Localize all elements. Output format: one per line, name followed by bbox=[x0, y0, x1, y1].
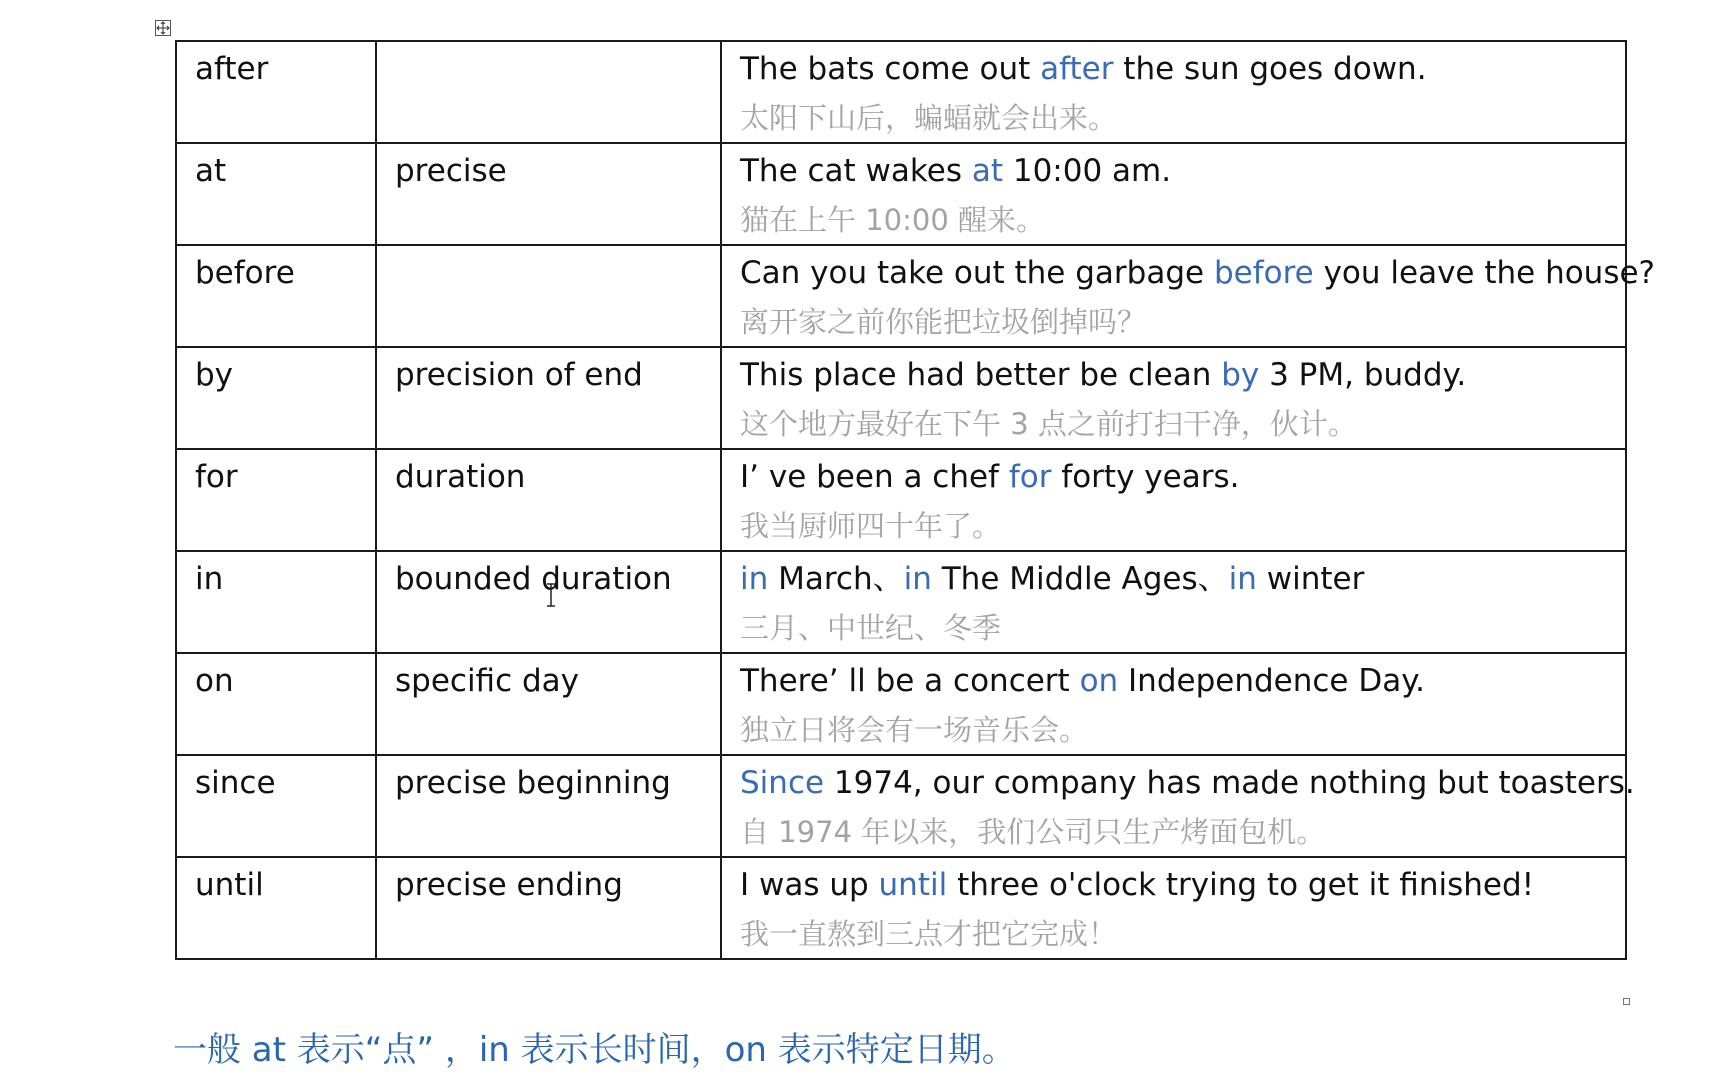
keyword-highlight: until bbox=[878, 867, 948, 903]
keyword-highlight: before bbox=[1213, 255, 1314, 291]
meaning-cell[interactable] bbox=[376, 347, 721, 449]
preposition-cell[interactable] bbox=[176, 245, 376, 347]
keyword-highlight: Since bbox=[740, 765, 825, 801]
example-cell[interactable] bbox=[721, 551, 1626, 653]
chinese-translation: 猫在上午 10:00 醒来。 bbox=[740, 203, 1046, 237]
example-sentence bbox=[722, 144, 1625, 188]
example-cell[interactable] bbox=[721, 755, 1635, 857]
sentence-segment: 10:00 am. bbox=[1003, 153, 1172, 189]
preposition-word: in bbox=[195, 561, 224, 597]
meaning-cell[interactable] bbox=[376, 449, 721, 551]
sentence-segment: Can you take out the garbage bbox=[740, 255, 1214, 291]
sentence-segment: three o'clock trying to get it finished! bbox=[947, 867, 1535, 903]
meaning-cell[interactable] bbox=[376, 857, 721, 959]
keyword-highlight: by bbox=[1221, 357, 1260, 393]
text-cursor-icon bbox=[545, 582, 557, 608]
sentence-segment: I’ ve been a chef bbox=[740, 459, 1009, 495]
example-sentence bbox=[722, 42, 1625, 86]
example-cell[interactable] bbox=[721, 41, 1626, 143]
preposition-word: for bbox=[195, 459, 238, 495]
sentence-segment: The Middle Ages、 bbox=[931, 561, 1229, 597]
preposition-cell[interactable] bbox=[176, 653, 376, 755]
example-sentence bbox=[722, 246, 1656, 291]
keyword-highlight: after bbox=[1040, 51, 1114, 87]
preposition-cell[interactable] bbox=[176, 857, 376, 959]
sentence-segment: The bats come out bbox=[740, 51, 1041, 87]
preposition-cell[interactable] bbox=[176, 41, 376, 143]
meaning-cell[interactable] bbox=[376, 41, 721, 143]
example-cell[interactable] bbox=[721, 449, 1626, 551]
keyword-highlight: in bbox=[740, 561, 769, 597]
preposition-meaning: duration bbox=[395, 459, 526, 495]
example-sentence bbox=[722, 450, 1625, 494]
preposition-word: since bbox=[195, 765, 276, 801]
chinese-translation: 我一直熬到三点才把它完成！ bbox=[740, 917, 1118, 951]
sentence-segment: There’ ll be a concert bbox=[740, 663, 1080, 699]
table-row bbox=[176, 41, 1626, 143]
sentence-segment: This place had better be clean bbox=[740, 357, 1222, 393]
chinese-translation: 独立日将会有一场音乐会。 bbox=[740, 713, 1089, 747]
keyword-highlight: for bbox=[1008, 459, 1052, 495]
sentence-segment: winter bbox=[1256, 561, 1365, 597]
example-sentence bbox=[722, 348, 1625, 392]
preposition-cell[interactable] bbox=[176, 347, 376, 449]
preposition-cell[interactable] bbox=[176, 551, 376, 653]
example-sentence bbox=[722, 858, 1625, 902]
meaning-cell[interactable] bbox=[376, 755, 721, 857]
preposition-word: on bbox=[195, 663, 234, 699]
preposition-word: until bbox=[195, 867, 264, 903]
example-cell[interactable] bbox=[721, 245, 1656, 347]
preposition-meaning: precise bbox=[395, 153, 507, 189]
chinese-translation: 这个地方最好在下午 3 点之前打扫干净，伙计。 bbox=[740, 407, 1357, 441]
keyword-highlight: on bbox=[1079, 663, 1119, 699]
preposition-cell[interactable] bbox=[176, 143, 376, 245]
example-cell[interactable] bbox=[721, 143, 1626, 245]
example-sentence bbox=[722, 654, 1625, 698]
meaning-cell[interactable] bbox=[376, 653, 721, 755]
example-sentence bbox=[722, 552, 1625, 596]
preposition-word: at bbox=[195, 153, 227, 189]
chinese-translation: 离开家之前你能把垃圾倒掉吗？ bbox=[740, 305, 1147, 339]
chinese-translation: 自 1974 年以来，我们公司只生产烤面包机。 bbox=[740, 815, 1326, 849]
sentence-segment: Independence Day. bbox=[1118, 663, 1425, 699]
meaning-cell[interactable] bbox=[376, 143, 721, 245]
preposition-meaning: specific day bbox=[395, 663, 580, 699]
table-body bbox=[176, 41, 1656, 959]
example-cell[interactable] bbox=[721, 653, 1626, 755]
table-row bbox=[176, 755, 1626, 857]
footer-note: 一般 at 表示“点” ，in 表示长时间，on 表示特定日期。 bbox=[173, 1030, 1016, 1070]
table-row bbox=[176, 653, 1626, 755]
sentence-segment: March、 bbox=[768, 561, 904, 597]
meaning-cell[interactable] bbox=[376, 245, 721, 347]
table-row bbox=[176, 347, 1626, 449]
preposition-meaning bbox=[377, 42, 720, 52]
chinese-translation: 太阳下山后，蝙蝠就会出来。 bbox=[740, 101, 1118, 135]
example-sentence bbox=[722, 756, 1635, 801]
keyword-highlight: in bbox=[1228, 561, 1257, 597]
table-move-handle-icon[interactable] bbox=[155, 20, 171, 36]
preposition-meaning bbox=[377, 246, 720, 256]
sentence-segment: 3 PM, buddy. bbox=[1259, 357, 1467, 393]
sentence-segment: I was up bbox=[740, 867, 879, 903]
sentence-segment: forty years. bbox=[1051, 459, 1240, 495]
preposition-meaning: precise ending bbox=[395, 867, 623, 903]
preposition-meaning: precise beginning bbox=[395, 765, 671, 801]
example-cell[interactable] bbox=[721, 347, 1626, 449]
prepositions-table bbox=[175, 40, 1656, 960]
preposition-cell[interactable] bbox=[176, 755, 376, 857]
table-resize-handle-icon[interactable] bbox=[1623, 998, 1630, 1005]
preposition-cell[interactable] bbox=[176, 449, 376, 551]
table-row bbox=[176, 245, 1626, 347]
sentence-segment: the sun goes down. bbox=[1113, 51, 1427, 87]
keyword-highlight: at bbox=[971, 153, 1003, 189]
preposition-word: before bbox=[195, 255, 295, 291]
chinese-translation: 我当厨师四十年了。 bbox=[740, 509, 1002, 543]
table-row bbox=[176, 449, 1626, 551]
table-row bbox=[176, 551, 1626, 653]
keyword-highlight: in bbox=[903, 561, 932, 597]
preposition-meaning: bounded duration bbox=[395, 561, 672, 597]
sentence-segment: The cat wakes bbox=[740, 153, 972, 189]
table-row bbox=[176, 857, 1626, 959]
chinese-translation: 三月、中世纪、冬季 bbox=[740, 611, 1002, 645]
table-row bbox=[176, 143, 1626, 245]
sentence-segment: 1974, our company has made nothing but toasters. bbox=[824, 765, 1635, 801]
preposition-word: after bbox=[195, 51, 269, 87]
preposition-word: by bbox=[195, 357, 234, 393]
preposition-meaning: precision of end bbox=[395, 357, 643, 393]
sentence-segment: you leave the house? bbox=[1313, 255, 1656, 291]
example-cell[interactable] bbox=[721, 857, 1626, 959]
